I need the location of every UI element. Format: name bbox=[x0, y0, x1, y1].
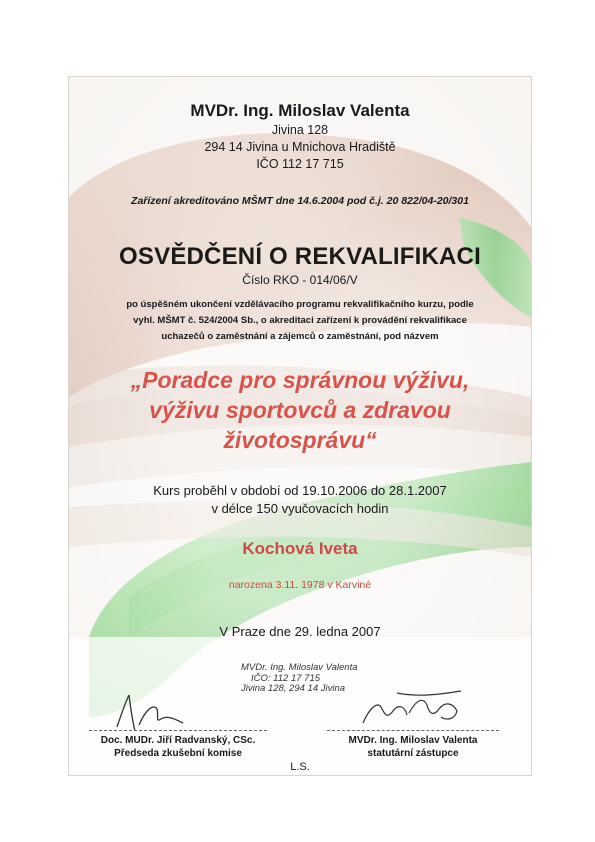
issuer-address-line2: 294 14 Jivina u Mnichova Hradiště bbox=[204, 140, 396, 154]
certificate-title: OSVĚDČENÍ O REKVALIFIKACI bbox=[119, 243, 481, 270]
right-signatory-role: statutární zástupce bbox=[367, 748, 459, 759]
course-duration-line: v délce 150 vyučovacích hodin bbox=[211, 501, 389, 516]
stamp-line: Jivina 128, 294 14 Jivina bbox=[241, 683, 346, 694]
intro-line: uchazečů o zaměstnání a zájemců o zaměstnání, pod názvem bbox=[161, 331, 439, 342]
holder-birth: narozena 3.11. 1978 v Karviné bbox=[228, 579, 372, 591]
stamp-line: IČO: 112 17 715 bbox=[251, 672, 321, 684]
accreditation-note: Zařízení akreditováno MŠMT dne 14.6.2004 pod č.j. 20 822/04-20/301 bbox=[131, 195, 469, 207]
seal-label: L.S. bbox=[290, 761, 310, 773]
right-signature-line bbox=[327, 730, 499, 731]
intro-line: po úspěšném ukončení vzdělávacího programu rekvalifikačního kurzu, podle bbox=[126, 299, 474, 310]
right-signature-image bbox=[357, 689, 467, 733]
issue-date-place: V Praze dne 29. ledna 2007 bbox=[219, 624, 381, 639]
issuer-name: MVDr. Ing. Miloslav Valenta bbox=[190, 101, 410, 120]
certificate-number: Číslo RKO - 014/06/V bbox=[242, 273, 358, 287]
left-signatory-name: Doc. MUDr. Jiří Radvanský, CSc. bbox=[100, 735, 256, 746]
left-signature-line bbox=[89, 730, 267, 731]
intro-line: vyhl. MŠMT č. 524/2004 Sb., o akreditaci zařízení k provádění rekvalifikace bbox=[133, 315, 467, 326]
certificate-content bbox=[69, 77, 531, 775]
holder-name: Kochová Iveta bbox=[242, 539, 358, 558]
course-title-line: výživu sportovců a zdravou bbox=[149, 397, 451, 423]
official-stamp bbox=[241, 663, 358, 695]
left-signatory-role: Předseda zkušební komise bbox=[114, 748, 242, 759]
course-duration-line: Kurs proběhl v období od 19.10.2006 do 28.1.2007 bbox=[153, 483, 447, 498]
issuer-ico: IČO 112 17 715 bbox=[256, 157, 344, 171]
course-title-line: životosprávu“ bbox=[223, 427, 377, 453]
right-signatory-name: MVDr. Ing. Miloslav Valenta bbox=[348, 735, 478, 746]
course-title-line: „Poradce pro správnou výživu, bbox=[130, 367, 470, 393]
stamp-line: MVDr. Ing. Miloslav Valenta bbox=[241, 662, 358, 673]
certificate-sheet bbox=[68, 76, 532, 776]
issuer-address-line1: Jivina 128 bbox=[271, 123, 329, 137]
